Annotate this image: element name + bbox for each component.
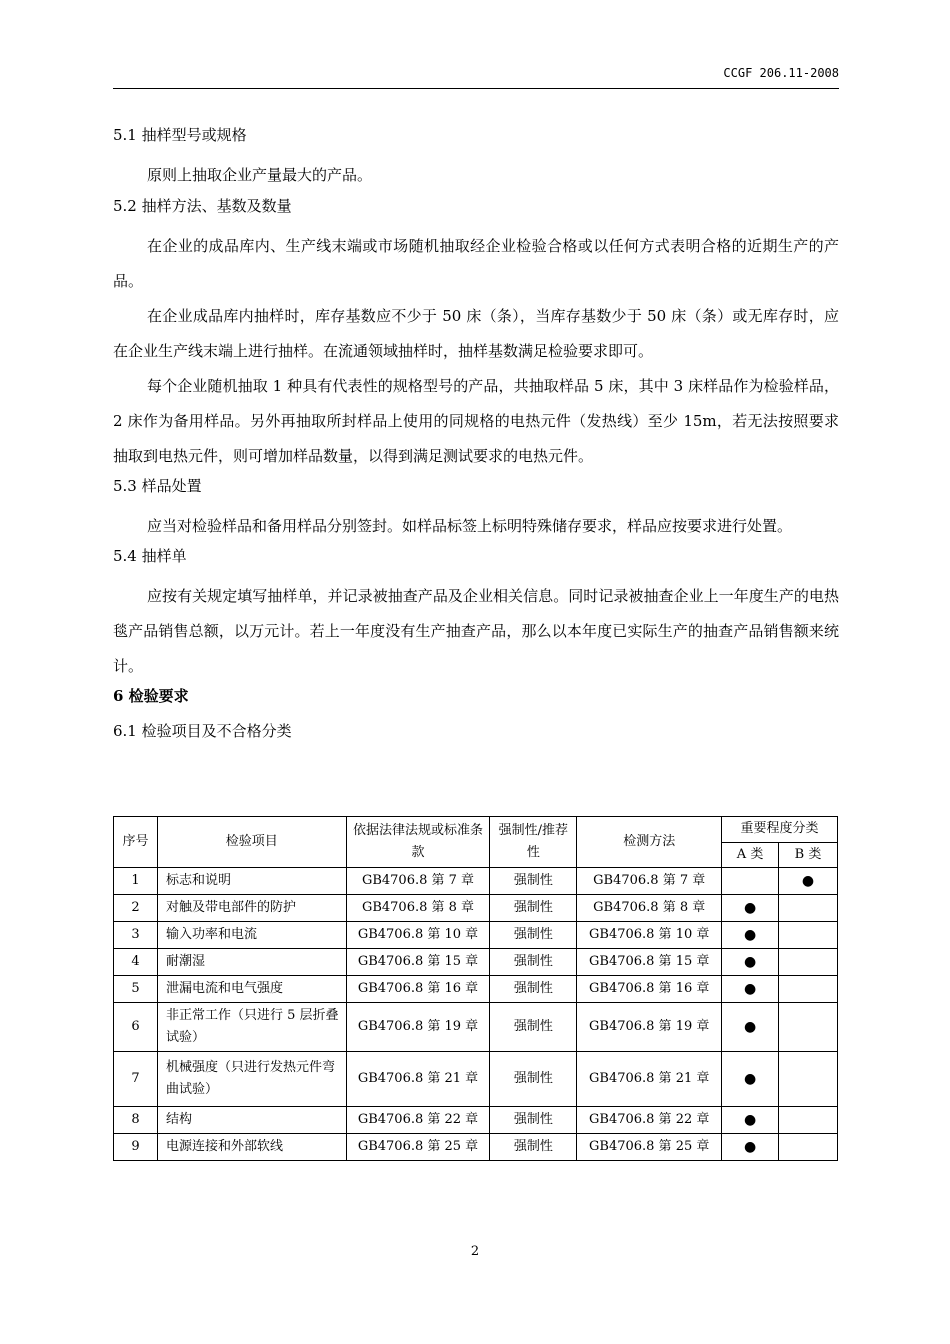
- header-divider: [113, 88, 839, 89]
- row-item: 标志和说明: [157, 868, 346, 895]
- row-item: 非正常工作（只进行 5 层折叠试验）: [157, 1003, 346, 1052]
- row-mandatory: 强制性: [490, 895, 577, 922]
- row-item: 输入功率和电流: [157, 922, 346, 949]
- row-class-b: [779, 895, 838, 922]
- row-class-b: [779, 949, 838, 976]
- row-item: 机械强度（只进行发热元件弯曲试验）: [157, 1052, 346, 1107]
- section-5-2-paragraph-3: 每个企业随机抽取 1 种具有代表性的规格型号的产品，共抽取样品 5 床，其中 3 床样品作为检验样品，2 床作为备用样品。另外再抽取所封样品上使用的同规格的电热元件（发热线）至少 15m，若无法按照要求抽取到电热元件，则可增加样品数量，以得到满足测试要求的电热元件。: [113, 377, 839, 465]
- row-basis: GB4706.8 第 22 章: [346, 1107, 490, 1134]
- row-basis: GB4706.8 第 16 章: [346, 976, 490, 1003]
- row-basis: GB4706.8 第 25 章: [346, 1134, 490, 1161]
- table-row: [114, 922, 838, 949]
- row-class-a: ●: [722, 1107, 779, 1134]
- row-method: GB4706.8 第 15 章: [577, 949, 722, 976]
- table-row: [114, 895, 838, 922]
- table-row: [114, 1107, 838, 1134]
- section-5-3-title: 5.3 样品处置: [113, 477, 202, 495]
- header-seq: 序号: [114, 817, 158, 868]
- row-method: GB4706.8 第 22 章: [577, 1107, 722, 1134]
- table-header-row: [114, 817, 838, 843]
- inspection-items-table: [113, 816, 838, 1161]
- row-class-b: ●: [779, 868, 838, 895]
- row-mandatory: 强制性: [490, 1052, 577, 1107]
- section-6-1-title: 6.1 检验项目及不合格分类: [113, 722, 292, 740]
- row-item: 电源连接和外部软线: [157, 1134, 346, 1161]
- row-mandatory: 强制性: [490, 1107, 577, 1134]
- row-seq: 6: [114, 1003, 158, 1052]
- row-class-a: ●: [722, 949, 779, 976]
- row-class-b: [779, 922, 838, 949]
- header-basis: 依据法律法规或标准条款: [346, 817, 490, 868]
- header-class-a: A 类: [722, 842, 779, 868]
- section-6-title: 6 检验要求: [113, 687, 189, 705]
- row-class-b: [779, 976, 838, 1003]
- row-basis: GB4706.8 第 15 章: [346, 949, 490, 976]
- table-row: [114, 1052, 838, 1107]
- document-code: CCGF 206.11-2008: [723, 66, 839, 80]
- row-seq: 8: [114, 1107, 158, 1134]
- section-5-2-paragraph-1: 在企业的成品库内、生产线末端或市场随机抽取经企业检验合格或以任何方式表明合格的近期生产的产品。: [113, 237, 839, 290]
- row-class-a: ●: [722, 1052, 779, 1107]
- row-item: 对触及带电部件的防护: [157, 895, 346, 922]
- row-seq: 3: [114, 922, 158, 949]
- row-basis: GB4706.8 第 19 章: [346, 1003, 490, 1052]
- row-mandatory: 强制性: [490, 922, 577, 949]
- header-item: 检验项目: [157, 817, 346, 868]
- row-mandatory: 强制性: [490, 1003, 577, 1052]
- row-method: GB4706.8 第 19 章: [577, 1003, 722, 1052]
- section-5-1-title: 5.1 抽样型号或规格: [113, 126, 247, 144]
- row-method: GB4706.8 第 7 章: [577, 868, 722, 895]
- row-seq: 9: [114, 1134, 158, 1161]
- row-class-b: [779, 1107, 838, 1134]
- table-row: [114, 868, 838, 895]
- row-seq: 4: [114, 949, 158, 976]
- document-body: [113, 123, 839, 754]
- row-basis: GB4706.8 第 21 章: [346, 1052, 490, 1107]
- row-item: 结构: [157, 1107, 346, 1134]
- header-importance: 重要程度分类: [722, 817, 838, 843]
- row-class-a: ●: [722, 976, 779, 1003]
- row-method: GB4706.8 第 8 章: [577, 895, 722, 922]
- row-method: GB4706.8 第 25 章: [577, 1134, 722, 1161]
- section-5-2-title: 5.2 抽样方法、基数及数量: [113, 197, 292, 215]
- row-class-a: ●: [722, 1134, 779, 1161]
- row-class-b: [779, 1134, 838, 1161]
- row-seq: 7: [114, 1052, 158, 1107]
- row-mandatory: 强制性: [490, 868, 577, 895]
- row-method: GB4706.8 第 10 章: [577, 922, 722, 949]
- page-number: 2: [470, 1244, 480, 1259]
- section-5-1-paragraph: 原则上抽取企业产量最大的产品。: [147, 166, 373, 184]
- row-basis: GB4706.8 第 8 章: [346, 895, 490, 922]
- row-method: GB4706.8 第 21 章: [577, 1052, 722, 1107]
- row-seq: 1: [114, 868, 158, 895]
- row-item: 耐潮湿: [157, 949, 346, 976]
- row-mandatory: 强制性: [490, 1134, 577, 1161]
- section-5-4-paragraph: 应按有关规定填写抽样单，并记录被抽查产品及企业相关信息。同时记录被抽查企业上一年度生产的电热毯产品销售总额，以万元计。若上一年度没有生产抽查产品，那么以本年度已实际生产的抽查产品销售额来统计。: [113, 587, 839, 675]
- row-mandatory: 强制性: [490, 949, 577, 976]
- row-class-a: [722, 868, 779, 895]
- section-5-2-paragraph-2: 在企业成品库内抽样时，库存基数应不少于 50 床（条），当库存基数少于 50 床（条）或无库存时，应在企业生产线末端上进行抽样。在流通领域抽样时，抽样基数满足检验要求即可。: [113, 307, 839, 360]
- row-class-a: ●: [722, 1003, 779, 1052]
- row-seq: 2: [114, 895, 158, 922]
- section-5-4-title: 5.4 抽样单: [113, 547, 187, 565]
- header-method: 检测方法: [577, 817, 722, 868]
- row-method: GB4706.8 第 16 章: [577, 976, 722, 1003]
- row-basis: GB4706.8 第 7 章: [346, 868, 490, 895]
- row-mandatory: 强制性: [490, 976, 577, 1003]
- table-row: [114, 976, 838, 1003]
- row-class-b: [779, 1052, 838, 1107]
- table-row: [114, 949, 838, 976]
- row-class-a: ●: [722, 922, 779, 949]
- section-5-3-paragraph: 应当对检验样品和备用样品分别签封。如样品标签上标明特殊储存要求，样品应按要求进行处置。: [147, 517, 793, 535]
- row-seq: 5: [114, 976, 158, 1003]
- row-basis: GB4706.8 第 10 章: [346, 922, 490, 949]
- header-class-b: B 类: [779, 842, 838, 868]
- header-mandatory: 强制性/推荐性: [490, 817, 577, 868]
- row-item: 泄漏电流和电气强度: [157, 976, 346, 1003]
- row-class-a: ●: [722, 895, 779, 922]
- table-row: [114, 1003, 838, 1052]
- row-class-b: [779, 1003, 838, 1052]
- table-row: [114, 1134, 838, 1161]
